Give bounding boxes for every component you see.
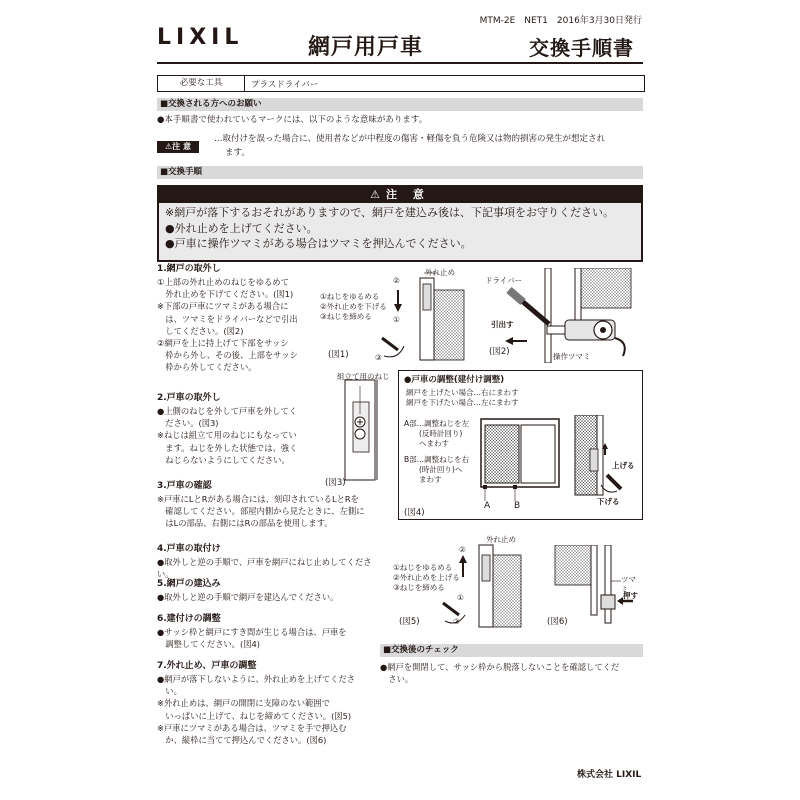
section-heading-notice: ■交換される方へのお願い bbox=[157, 98, 643, 111]
caution-badge bbox=[157, 134, 199, 153]
step-line: 枠から外してください。 bbox=[157, 362, 257, 373]
fig4-a-line: へまわす bbox=[404, 439, 449, 448]
fig1-num: ① bbox=[393, 315, 400, 324]
warning-box bbox=[157, 185, 643, 262]
step-line: ※下部の戸車にツマミがある場合に bbox=[157, 301, 289, 312]
fig4-down: 下げる bbox=[597, 497, 620, 506]
step-heading: 1.網戸の取外し bbox=[157, 264, 221, 274]
step-heading: 5.網戸の建込み bbox=[157, 579, 221, 589]
fig1-note: ②外れ止めを下げる bbox=[320, 302, 387, 311]
fig5-note: ②外れ止めを上げる bbox=[393, 573, 460, 582]
step-line: ●サッシ枠と網戸にすき間が生じる場合は、戸車を bbox=[157, 627, 347, 637]
warning-line: ●外れ止めを上げてください。 bbox=[165, 221, 318, 235]
step-line: ①上部の外れ止めのねじをゆるめて bbox=[157, 277, 289, 287]
step-heading: 2.戸車の取外し bbox=[157, 393, 221, 403]
caution-text-2: ます。 bbox=[225, 148, 250, 158]
footer-company: 株式会社 LIXIL bbox=[577, 770, 642, 780]
fig4-b-line: (時計回り)へ bbox=[404, 465, 463, 474]
fig4-a-line: A部…調整ねじを左 bbox=[404, 419, 470, 428]
notice-text: ●本手順書で使われているマークには、以下のような意味があります。 bbox=[157, 115, 428, 125]
step-line: 調整してください。(図4) bbox=[157, 639, 261, 650]
fig1-callout: 外れ止め bbox=[425, 268, 455, 277]
step-line: ●取外しと逆の手順で網戸を建込んでください。 bbox=[157, 592, 339, 602]
fig6-push: 押す bbox=[623, 591, 638, 600]
document-code: MTM-2E NET1 2016年3月30日発行 bbox=[479, 16, 642, 26]
fig1-note: ①ねじをゆるめる bbox=[320, 292, 380, 301]
fig1-num: ③ bbox=[375, 353, 382, 362]
figure-2 bbox=[483, 268, 643, 363]
warning-line: ●戸車に操作ツマミがある場合はツマミを押込んでください。 bbox=[165, 237, 472, 250]
step-line: ②網戸を上に持上げて下部をサッシ bbox=[157, 338, 289, 349]
fig5-note: ①ねじをゆるめる bbox=[393, 563, 453, 572]
step-line: ます。ねじを外した状態では、強く bbox=[157, 442, 298, 453]
step-heading: 3.戸車の確認 bbox=[157, 481, 212, 491]
step-line: ださい。(図3) bbox=[157, 418, 219, 429]
fig4-b-line: まわす bbox=[404, 475, 442, 484]
fig6-label: (図6) bbox=[547, 617, 568, 627]
step-line: ※戸車にツマミがある場合は、ツマミを手で押込む bbox=[157, 722, 347, 733]
step-line: してください。(図2) bbox=[157, 325, 244, 336]
step-line: か、縦枠に当てて押込んでください。(図6) bbox=[157, 735, 327, 746]
fig2-driver: ドライバー bbox=[485, 276, 523, 285]
figure-6 bbox=[545, 545, 643, 625]
section-heading-steps: ■交換手順 bbox=[157, 166, 643, 179]
fig1-label: (図1) bbox=[328, 350, 349, 360]
fig2-pull: 引出す bbox=[491, 320, 514, 329]
step-line: は、ツマミをドライバーなどで引出 bbox=[157, 313, 298, 324]
step-line: ●取外しと逆の手順で、戸車を網戸にねじ止めしてください。 bbox=[157, 557, 372, 580]
fig6-knob: ツマミ bbox=[621, 575, 636, 594]
fig2-knob: 操作ツマミ bbox=[553, 352, 591, 361]
fig4-b-line: B部…調整ねじを右 bbox=[404, 455, 470, 464]
fig1-num: ② bbox=[393, 276, 400, 285]
step-heading: 4.戸車の取付け bbox=[157, 544, 221, 554]
fig2-label: (図2) bbox=[489, 347, 510, 357]
step-line: ねじらないようにしてください。 bbox=[157, 454, 290, 465]
step-line: ※ねじは組立て用のねじにもなってい bbox=[157, 430, 297, 441]
fig4-line: 網戸を下げたい場合…左にまわす bbox=[406, 398, 519, 407]
step-line: いっぱいに上げて、ねじを締めてください。(図5) bbox=[157, 710, 352, 721]
fig5-note: ③ねじを締める bbox=[393, 583, 445, 592]
step-line: 外れ止めを下げてください。(図1) bbox=[157, 289, 294, 300]
fig4-heading: ●戸車の調整(建付け調整) bbox=[404, 375, 505, 385]
fig4-label: (図4) bbox=[404, 508, 425, 518]
fig4-up: 上げる bbox=[612, 461, 635, 470]
fig4-a-line: (反時計回り) bbox=[404, 429, 463, 438]
step-line: ●網戸が落下しないように、外れ止めを上げてくださ bbox=[157, 674, 356, 684]
step-heading: 7.外れ止め、戸車の調整 bbox=[157, 661, 257, 671]
step-line: ●上側のねじを外して戸車を外してく bbox=[157, 406, 297, 416]
figure-5 bbox=[393, 535, 533, 630]
fig5-label: (図5) bbox=[399, 617, 420, 627]
step-7 bbox=[157, 660, 387, 746]
caution-text-1: …取付けを誤った場合に、使用者などが中程度の傷害・軽傷を負う危険又は物的損害の発生が想定され bbox=[214, 134, 606, 144]
fig3-label: (図3) bbox=[325, 478, 346, 488]
fig1-note: ③ねじを締める bbox=[320, 312, 372, 321]
after-check-line: ●網戸を開閉して、サッシ枠から脱落しないことを確認してくだ bbox=[380, 662, 620, 672]
figure-4 bbox=[398, 370, 643, 520]
warning-title: ⚠注 意 bbox=[159, 187, 641, 203]
fig3-screw: 組立て用のねじ bbox=[337, 372, 390, 381]
figure-1 bbox=[320, 268, 470, 363]
fig4-b: B bbox=[514, 501, 521, 511]
fig4-line: 網戸を上げたい場合…右にまわす bbox=[406, 388, 519, 397]
step-line: ※戸車にLとRがある場合には、刻印されているLとRを bbox=[157, 494, 359, 504]
header-rule bbox=[157, 62, 643, 64]
fig5-num: ③ bbox=[453, 617, 460, 626]
step-6 bbox=[157, 613, 387, 650]
page-subtitle: 交換手順書 bbox=[529, 36, 634, 60]
section-heading-after-check: ■交換後のチェック bbox=[380, 644, 643, 657]
fig5-callout: 外れ止め bbox=[486, 535, 516, 544]
tools-value: プラスドライバー bbox=[251, 79, 319, 90]
step-line: 枠から外し、その後、上部をサッシ bbox=[157, 350, 298, 361]
step-heading: 6.建付けの調整 bbox=[157, 614, 221, 624]
step-line: い。 bbox=[157, 686, 182, 697]
lixil-logo: LIXIL bbox=[157, 25, 244, 50]
fig5-num: ① bbox=[457, 593, 464, 602]
after-check-line: さい。 bbox=[380, 674, 414, 684]
figure-3 bbox=[325, 372, 395, 490]
caution-badge-label: ⚠注 意 bbox=[157, 141, 199, 153]
fig4-a: A bbox=[484, 501, 491, 511]
step-line: ※外れ止めは、網戸の開閉に支障のない範囲で bbox=[157, 698, 330, 709]
warning-line: ※網戸が落下するおそれがありますので、網戸を建込み後は、下記事項をお守りください。 bbox=[165, 206, 614, 219]
page-title: 網戸用戸車 bbox=[308, 35, 424, 60]
tools-table bbox=[157, 75, 645, 92]
figure-3-drawing bbox=[325, 372, 395, 490]
step-4 bbox=[157, 543, 387, 580]
tools-label: 必要な工具 bbox=[158, 76, 245, 91]
step-line: 確認してください。部屋内側から見たときに、左側に bbox=[157, 506, 365, 517]
step-5 bbox=[157, 578, 387, 603]
step-line: はLの部品、右側にはRの部品を使用します。 bbox=[157, 518, 333, 529]
fig5-num: ② bbox=[459, 545, 466, 554]
